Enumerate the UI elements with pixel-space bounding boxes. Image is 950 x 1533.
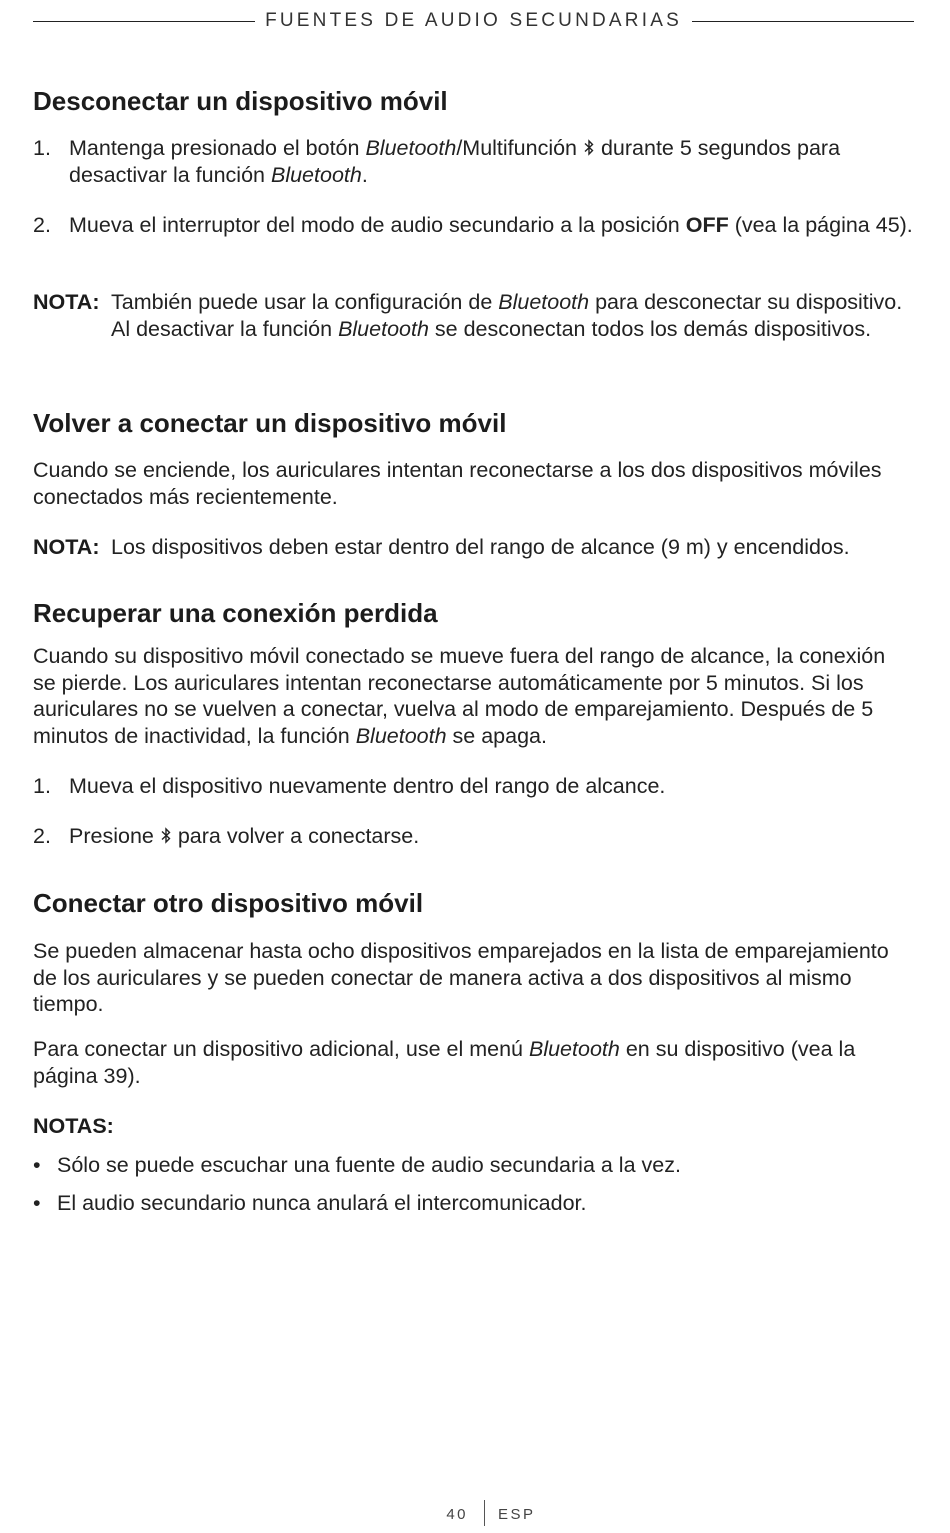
page-footer <box>0 1500 950 1528</box>
paragraph-reconnect: Cuando se enciende, los auriculares intentan reconectarse a los dos dispositivos móviles conectados más recientemente. <box>33 458 882 509</box>
heading-reconnect: Volver a conectar un dispositivo móvil <box>33 408 507 438</box>
note-label: NOTA: <box>33 535 100 559</box>
bluetooth-icon <box>584 139 594 156</box>
notes-label: NOTAS: <box>33 1114 114 1138</box>
bullet-mark: • <box>33 1153 41 1177</box>
heading-recover: Recuperar una conexión perdida <box>33 598 438 628</box>
step-recover-1: Mueva el dispositivo nuevamente dentro del rango de alcance. <box>69 774 666 798</box>
bullet-mark: • <box>33 1191 41 1215</box>
step-disconnect-2: Mueva el interruptor del modo de audio secundario a la posición OFF (vea la página 45). <box>69 213 913 237</box>
paragraph-recover: Cuando su dispositivo móvil conectado se mueve fuera del rango de alcance, la conexión se pierde. Los auriculares intentan reconectarse automáticamente por 5 minutos. Si los auriculares no se vuelven a conectar, vuelva al modo de emparejamiento. Después de 5 minutos de inactividad, la función Bluetooth se apaga. <box>33 644 886 748</box>
bullet-item: El audio secundario nunca anulará el intercomunicador. <box>57 1191 587 1215</box>
header-rule-right <box>692 21 914 22</box>
note-reconnect: Los dispositivos deben estar dentro del rango de alcance (9 m) y encendidos. <box>111 535 850 559</box>
section-title: FUENTES DE AUDIO SECUNDARIAS <box>265 10 682 31</box>
step-number: 2. <box>33 824 51 848</box>
language-code: ESP <box>498 1506 536 1523</box>
step-recover-2: Presione para volver a conectarse. <box>69 824 420 848</box>
note-label: NOTA: <box>33 290 100 314</box>
header-rule-left <box>33 21 255 22</box>
paragraph-storage: Se pueden almacenar hasta ocho dispositivos emparejados en la lista de emparejamiento de los auriculares y se pueden conectar de manera activa a dos dispositivos al mismo tiempo. <box>33 939 889 1016</box>
heading-disconnect: Desconectar un dispositivo móvil <box>33 86 448 116</box>
note-disconnect: También puede usar la configuración de Bluetooth para desconectar su dispositivo. Al desactivar la función Bluetooth se desconectan todos los demás dispositivos. <box>111 290 903 341</box>
step-number: 2. <box>33 213 51 237</box>
page-number: 40 <box>446 1506 468 1523</box>
paragraph-additional: Para conectar un dispositivo adicional, use el menú Bluetooth en su dispositivo (vea la página 39). <box>33 1037 856 1088</box>
bluetooth-icon <box>161 827 171 844</box>
bullet-item: Sólo se puede escuchar una fuente de audio secundaria a la vez. <box>57 1153 681 1177</box>
step-disconnect-1: Mantenga presionado el botón Bluetooth/Multifunción durante 5 segundos para desactivar la función Bluetooth. <box>69 136 841 187</box>
footer-divider <box>484 1500 485 1526</box>
step-number: 1. <box>33 136 51 160</box>
step-number: 1. <box>33 774 51 798</box>
heading-connect-other: Conectar otro dispositivo móvil <box>33 888 424 918</box>
page-header <box>33 9 914 33</box>
